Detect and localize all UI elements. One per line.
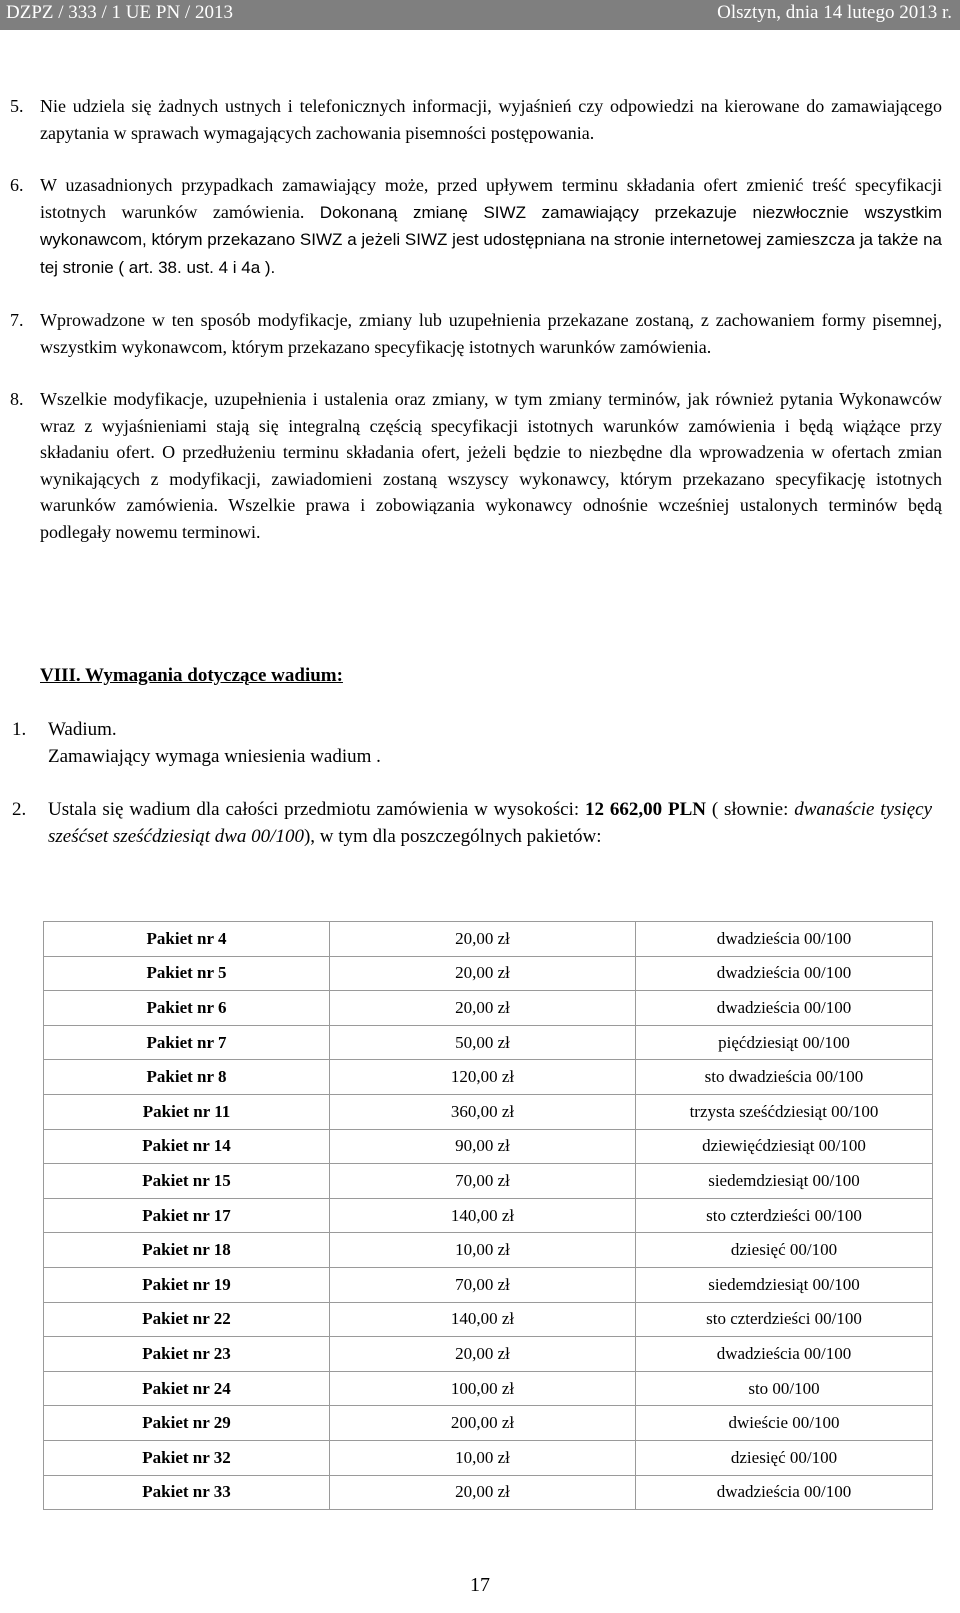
package-name-cell: Pakiet nr 23 bbox=[44, 1337, 330, 1372]
package-amount-cell: 100,00 zł bbox=[330, 1371, 636, 1406]
table-row bbox=[44, 1233, 933, 1268]
table-row bbox=[44, 1440, 933, 1475]
package-amount-cell: 20,00 zł bbox=[330, 991, 636, 1026]
list-item-2 bbox=[12, 796, 932, 850]
package-words-cell: pięćdziesiąt 00/100 bbox=[636, 1025, 933, 1060]
package-name-cell: Pakiet nr 15 bbox=[44, 1164, 330, 1199]
list-item-text-end: ), w tym dla poszczególnych pakietów: bbox=[303, 826, 602, 847]
package-words-cell: sto dwadzieścia 00/100 bbox=[636, 1060, 933, 1095]
package-amount-cell: 20,00 zł bbox=[330, 1337, 636, 1372]
package-words-cell: dziewięćdziesiąt 00/100 bbox=[636, 1129, 933, 1164]
package-amount-cell: 70,00 zł bbox=[330, 1267, 636, 1302]
package-name-cell: Pakiet nr 29 bbox=[44, 1406, 330, 1441]
table-row bbox=[44, 1302, 933, 1337]
package-name-cell: Pakiet nr 33 bbox=[44, 1475, 330, 1510]
paragraph-5: 5. Nie udziela się żadnych ustnych i telefonicznych informacji, wyjaśnień czy odpowiedzi na kierowane do zamawiającego zapytania w sprawach wymagających zachowania pisemności postępowania. bbox=[10, 96, 942, 143]
package-name-cell: Pakiet nr 24 bbox=[44, 1371, 330, 1406]
document-body bbox=[10, 93, 942, 545]
table-row bbox=[44, 1267, 933, 1302]
package-words-cell: sto czterdzieści 00/100 bbox=[636, 1198, 933, 1233]
package-words-cell: dwieście 00/100 bbox=[636, 1406, 933, 1441]
table-row bbox=[44, 956, 933, 991]
table-row bbox=[44, 1475, 933, 1510]
package-amount-cell: 10,00 zł bbox=[330, 1440, 636, 1475]
paragraph-text: Wprowadzone w ten sposób modyfikacje, zmiany lub uzupełnienia przekazane zostaną, z zachowaniem formy pisemnej, wszystkim wykonawcom, którym przekazano specyfikację istotnych warunków zamówienia. bbox=[40, 310, 942, 357]
package-words-cell: siedemdziesiąt 00/100 bbox=[636, 1267, 933, 1302]
package-words-cell: dwadzieścia 00/100 bbox=[636, 1475, 933, 1510]
paragraph-text: W uzasadnionych przypadkach zamawiający może, przed upływem terminu składania ofert zmienić treść specyfikacji istotnych warunków zamówienia. bbox=[40, 175, 942, 222]
package-words-cell: dziesięć 00/100 bbox=[636, 1233, 933, 1268]
table-row bbox=[44, 1337, 933, 1372]
package-name-cell: Pakiet nr 4 bbox=[44, 922, 330, 957]
package-name-cell: Pakiet nr 17 bbox=[44, 1198, 330, 1233]
table-row bbox=[44, 1025, 933, 1060]
list-item-text: Zamawiający wymaga wniesienia wadium . bbox=[48, 746, 381, 767]
table-row bbox=[44, 1164, 933, 1199]
table-row bbox=[44, 922, 933, 957]
table-row bbox=[44, 1198, 933, 1233]
package-name-cell: Pakiet nr 11 bbox=[44, 1094, 330, 1129]
package-words-cell: siedemdziesiąt 00/100 bbox=[636, 1164, 933, 1199]
page-header bbox=[0, 0, 960, 30]
package-amount-cell: 70,00 zł bbox=[330, 1164, 636, 1199]
package-words-cell: trzysta sześćdziesiąt 00/100 bbox=[636, 1094, 933, 1129]
package-amount-cell: 140,00 zł bbox=[330, 1302, 636, 1337]
table-row bbox=[44, 1406, 933, 1441]
package-amount-cell: 140,00 zł bbox=[330, 1198, 636, 1233]
package-name-cell: Pakiet nr 14 bbox=[44, 1129, 330, 1164]
package-amount-cell: 90,00 zł bbox=[330, 1129, 636, 1164]
package-words-cell: sto czterdzieści 00/100 bbox=[636, 1302, 933, 1337]
package-amount-cell: 20,00 zł bbox=[330, 922, 636, 957]
package-name-cell: Pakiet nr 7 bbox=[44, 1025, 330, 1060]
package-amount-cell: 360,00 zł bbox=[330, 1094, 636, 1129]
document-reference: DZPZ / 333 / 1 UE PN / 2013 bbox=[6, 2, 233, 23]
package-amount-cell: 50,00 zł bbox=[330, 1025, 636, 1060]
package-table bbox=[43, 921, 933, 1510]
package-name-cell: Pakiet nr 18 bbox=[44, 1233, 330, 1268]
paragraph-text-continued: Dokonaną zmianę SIWZ zamawiający przekazuje niezwłocznie wszystkim wykonawcom, którym przekazano SIWZ a jeżeli SIWZ jest udostępniana na stronie internetowej zamieszcza ja także na tej stronie ( art. 38. ust. 4 i 4a ). bbox=[40, 202, 942, 277]
paragraph-text: Wszelkie modyfikacje, uzupełnienia i ustalenia oraz zmiany, w tym zmiany terminów, jak również pytania Wykonawców wraz z wyjaśnieniami stają się integralną częścią specyfikacji istotnych warunków zamówienia i będą wiążące przy składaniu ofert. O przedłużeniu terminu składania ofert, jeżeli będzie to niezbędne dla wprowadzenia w ofertach zmian wynikających z modyfikacji, zawiadomieni zostaną wszyscy wykonawcy, którym przekazano specyfikację istotnych warunków zamówienia. Wszelkie prawa i zobowiązania wykonawcy odnośnie wcześniej ustalonych terminów będą podlegały nowemu terminowi. bbox=[40, 389, 942, 542]
page-number: 17 bbox=[470, 1574, 490, 1596]
package-name-cell: Pakiet nr 32 bbox=[44, 1440, 330, 1475]
table-row bbox=[44, 1060, 933, 1095]
package-name-cell: Pakiet nr 5 bbox=[44, 956, 330, 991]
package-name-cell: Pakiet nr 8 bbox=[44, 1060, 330, 1095]
package-words-cell: dwadzieścia 00/100 bbox=[636, 922, 933, 957]
document-date: Olsztyn, dnia 14 lutego 2013 r. bbox=[717, 2, 952, 23]
paragraph-text: Nie udziela się żadnych ustnych i telefonicznych informacji, wyjaśnień czy odpowiedzi na kierowane do zamawiającego zapytania w sprawach wymagających zachowania pisemności postępowania. bbox=[40, 96, 942, 143]
package-amount-cell: 20,00 zł bbox=[330, 1475, 636, 1510]
package-amount-cell: 200,00 zł bbox=[330, 1406, 636, 1441]
wadium-list bbox=[12, 716, 932, 850]
list-item-title: Wadium. bbox=[48, 719, 117, 740]
package-name-cell: Pakiet nr 22 bbox=[44, 1302, 330, 1337]
list-item-text: Ustala się wadium dla całości przedmiotu zamówienia w wysokości: bbox=[48, 799, 586, 820]
package-amount-cell: 120,00 zł bbox=[330, 1060, 636, 1095]
list-item-1 bbox=[12, 716, 932, 770]
package-words-cell: dwadzieścia 00/100 bbox=[636, 991, 933, 1026]
section-heading: VIII. Wymagania dotyczące wadium: bbox=[40, 665, 343, 686]
table-row bbox=[44, 991, 933, 1026]
amount-in-words: dwanaście tysięcy sześćset sześćdziesiąt dwa 00/100 bbox=[48, 799, 932, 847]
paragraph-8: 8. Wszelkie modyfikacje, uzupełnienia i ustalenia oraz zmiany, w tym zmiany terminów, jak również pytania Wykonawców wraz z wyjaśnieniami stają się integralną częścią specyfikacji istotnych warunków zamówienia i będą wiążące przy składaniu ofert. O przedłużeniu terminu składania ofert, jeżeli będzie to niezbędne dla wprowadzenia w ofertach zmian wynikających z modyfikacji, zawiadomieni zostaną wszyscy wykonawcy, którym przekazano specyfikację istotnych warunków zamówienia. Wszelkie prawa i zobowiązania wykonawcy odnośnie wcześniej ustalonych terminów będą podlegały nowemu terminowi. bbox=[10, 389, 942, 542]
package-name-cell: Pakiet nr 6 bbox=[44, 991, 330, 1026]
table-row bbox=[44, 1371, 933, 1406]
table-row bbox=[44, 1129, 933, 1164]
paragraph-7: 7. Wprowadzone w ten sposób modyfikacje, zmiany lub uzupełnienia przekazane zostaną, z zachowaniem formy pisemnej, wszystkim wykonawcom, którym przekazano specyfikację istotnych warunków zamówienia. bbox=[10, 310, 942, 357]
package-words-cell: dziesięć 00/100 bbox=[636, 1440, 933, 1475]
package-amount-cell: 20,00 zł bbox=[330, 956, 636, 991]
package-amount-cell: 10,00 zł bbox=[330, 1233, 636, 1268]
wadium-amount: 12 662,00 PLN bbox=[585, 799, 706, 820]
list-number: 2. bbox=[12, 799, 27, 820]
list-number: 1. bbox=[12, 719, 27, 740]
paragraph-6: 6. W uzasadnionych przypadkach zamawiający może, przed upływem terminu składania ofert zmienić treść specyfikacji istotnych warunków zamówienia. Dokonaną zmianę SIWZ zamawiający przekazuje niezwłocznie wszystkim wykonawcom, którym przekazano SIWZ a jeżeli SIWZ jest udostępniana na stronie internetowej zamieszcza ja także na tej stronie ( art. 38. ust. 4 i 4a ). bbox=[10, 175, 942, 277]
package-words-cell: dwadzieścia 00/100 bbox=[636, 1337, 933, 1372]
slownie-label: ( słownie: bbox=[711, 799, 795, 820]
package-words-cell: dwadzieścia 00/100 bbox=[636, 956, 933, 991]
package-name-cell: Pakiet nr 19 bbox=[44, 1267, 330, 1302]
table-row bbox=[44, 1094, 933, 1129]
package-words-cell: sto 00/100 bbox=[636, 1371, 933, 1406]
